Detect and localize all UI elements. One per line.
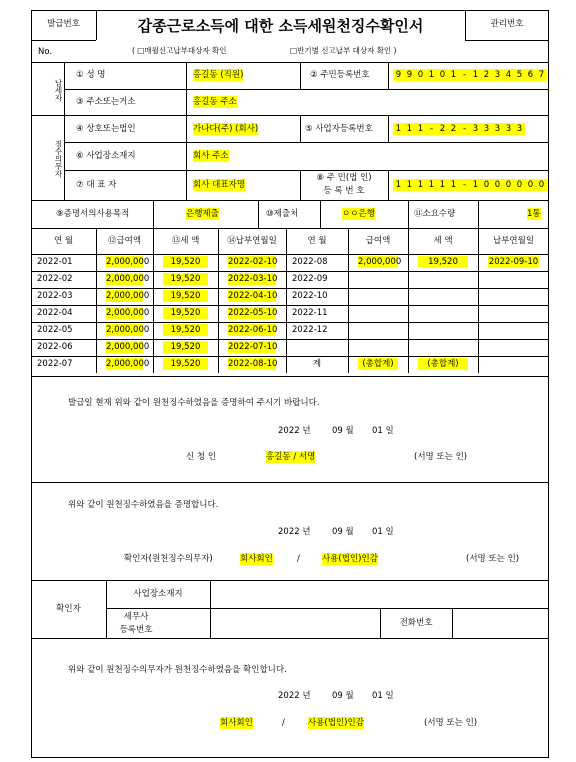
digit-cell: 3: [472, 124, 479, 134]
digit-cell: -: [429, 124, 434, 134]
confirm-label: 확인자: [56, 604, 81, 614]
digit-cell: 0: [505, 180, 512, 190]
manage-no-label: 관리번호: [490, 19, 524, 29]
digit-cell: 4: [505, 70, 512, 80]
qty-value[interactable]: 1통: [527, 209, 541, 219]
bizaddr-label: ⑥ 사업장소재지: [76, 151, 136, 161]
digit-cell: 1: [417, 180, 424, 190]
table-cell[interactable]: 2022-02-10: [228, 257, 278, 267]
taxpayer-section-label: 납세자: [54, 78, 63, 102]
digit-cell: 0: [483, 180, 490, 190]
applicant-sign-note: (서명 또는 인): [414, 452, 468, 462]
digit-cell: -: [462, 124, 467, 134]
final-text: 위와 같이 원천징수의무자가 원천징수하였음을 확인합니다.: [68, 665, 287, 675]
corpno-label-2: 등 록 번 호: [323, 186, 365, 196]
digit-cell: 3: [516, 124, 523, 134]
issue-no-label: 발급번호: [47, 19, 80, 29]
digit-cell: 1: [406, 180, 413, 190]
request-day: 01 일: [372, 426, 394, 436]
digit-cell: 9: [395, 70, 402, 80]
qty-label: ⑪소요수량: [414, 209, 456, 219]
applicant-label: 신 청 인: [186, 452, 217, 462]
digit-cell: 1: [428, 180, 435, 190]
rrn-value[interactable]: [393, 69, 547, 81]
table-header: 급여액: [365, 236, 391, 246]
digit-cell: 1: [395, 180, 402, 190]
purpose-label: ⑨증명서의사용목적: [56, 209, 130, 219]
certify-day: 01 일: [372, 527, 394, 537]
table-cell: 2022-03: [37, 291, 73, 301]
table-cell[interactable]: 2022-08-10: [228, 359, 278, 369]
table-cell[interactable]: 2,000,000: [106, 308, 150, 318]
digit-cell: 3: [494, 70, 501, 80]
table-cell: 2022-10: [292, 291, 328, 301]
address-label: ③ 주소또는거소: [76, 97, 136, 107]
request-year: 2022 년: [278, 426, 311, 436]
table-cell[interactable]: 19,520: [163, 256, 208, 268]
final-year: 2022 년: [278, 691, 311, 701]
digit-cell: 1: [450, 70, 457, 80]
table-cell[interactable]: 2022-03-10: [228, 274, 278, 284]
digit-cell: 2: [439, 124, 446, 134]
table-header: ⑬세 액: [171, 236, 200, 246]
final-sign-note: (서명 또는 인): [424, 718, 478, 728]
digit-cell: 0: [439, 70, 446, 80]
digit-cell: 1: [472, 70, 479, 80]
digit-cell: 5: [516, 70, 523, 80]
digit-cell: 6: [527, 70, 534, 80]
submit-label: ⑩제출처: [266, 209, 299, 219]
digit-cell: 2: [450, 124, 457, 134]
table-cell: 2022-08: [292, 257, 328, 267]
withholder-section-label: 징수의무자: [54, 140, 63, 178]
digit-cell: 1: [395, 124, 402, 134]
digit-cell: 1: [450, 180, 457, 190]
final-month: 09 월: [332, 691, 354, 701]
digit-cell: 7: [538, 70, 545, 80]
name-value[interactable]: 홍길동 (직원): [193, 70, 244, 80]
table-cell: 2022-06: [37, 342, 73, 352]
digit-cell: 3: [505, 124, 512, 134]
table-cell[interactable]: 2022-06-10: [228, 325, 278, 335]
digit-cell: 0: [516, 180, 523, 190]
bizaddr-value[interactable]: 회사 주소: [193, 151, 229, 161]
table-header: 납부연월일: [492, 236, 535, 246]
digit-cell: 3: [483, 124, 490, 134]
digit-cell: 1: [439, 180, 446, 190]
digit-cell: 9: [406, 70, 413, 80]
digit-cell: 1: [417, 124, 424, 134]
applicant-value[interactable]: 홍길동 / 서명: [266, 452, 316, 462]
table-cell: 2022-01: [37, 257, 73, 267]
rrn-label: ② 주민등록번호: [310, 70, 370, 80]
final-value-2[interactable]: 사용(법인)인감: [308, 718, 364, 728]
request-month: 09 월: [332, 426, 354, 436]
digit-cell: 0: [538, 180, 545, 190]
table-cell[interactable]: 19,520: [418, 256, 468, 268]
corpno-value[interactable]: [393, 179, 547, 191]
table-header: ⑭납부연월일: [227, 236, 277, 246]
digit-cell: 2: [483, 70, 490, 80]
rep-label: ⑦ 대 표 자: [76, 180, 117, 190]
table-header: 연 월: [53, 236, 74, 246]
confirmer-sign-note: (서명 또는 인): [466, 554, 520, 564]
corpno-label: ⑧ 주 민(법 인): [316, 173, 372, 183]
table-header: 세 액: [433, 236, 453, 246]
no-label: No.: [38, 47, 53, 57]
table-cell[interactable]: 2022-05-10: [228, 308, 278, 318]
submit-value[interactable]: ㅇㅇ은행: [342, 209, 375, 219]
final-slash: /: [282, 718, 285, 728]
request-text: 발급일 현재 위와 같이 원천징수하였음을 증명하여 주시기 바랍니다.: [68, 398, 320, 408]
table-cell: 2022-04: [37, 308, 73, 318]
table-header: 연 월: [307, 236, 327, 246]
digit-cell: -: [462, 180, 467, 190]
digit-cell: 0: [417, 70, 424, 80]
table-cell[interactable]: 19,520: [163, 341, 208, 353]
table-cell[interactable]: 19,520: [163, 307, 208, 319]
table-cell[interactable]: 2,000,000: [106, 274, 150, 284]
table-cell[interactable]: 2,000,000: [106, 325, 150, 335]
table-cell[interactable]: 2,000,000: [106, 291, 150, 301]
confirm-taxno-label: 세무사: [123, 612, 149, 622]
address-value[interactable]: 홍길동 주소: [193, 97, 237, 107]
digit-cell: 1: [428, 70, 435, 80]
table-cell: 2022-05: [37, 325, 73, 335]
confirm-taxno-label-2: 등록번호: [119, 625, 153, 635]
page-title: 갑종근로소득에 대한 소득세원천징수확인서: [137, 17, 424, 35]
certify-year: 2022 년: [278, 527, 311, 537]
certify-month: 09 월: [332, 527, 354, 537]
final-value-1[interactable]: 회사회인: [220, 718, 253, 728]
certify-text: 위와 같이 원천징수하였음을 증명합니다.: [68, 500, 219, 510]
table-cell[interactable]: 2,000,000: [106, 257, 150, 267]
confirmer-value-2[interactable]: 사용(법인)인감: [322, 554, 378, 564]
confirmer-value-1[interactable]: 회사회인: [240, 554, 273, 564]
digit-cell: -: [462, 70, 467, 80]
table-cell[interactable]: 2,000,000: [106, 342, 150, 352]
digit-cell: 0: [527, 180, 534, 190]
monthly-filer-check[interactable]: ( □매월신고납부대상자 확인: [132, 46, 227, 55]
table-cell: 2022-09: [292, 274, 328, 284]
table-cell[interactable]: 19,520: [163, 273, 208, 285]
digit-cell: 1: [406, 124, 413, 134]
table-cell: 2022-12: [292, 325, 328, 335]
bizno-label: ⑤ 사업자등록번호: [305, 124, 373, 134]
table-cell: 2022-11: [292, 308, 328, 318]
confirm-phone-label: 전화번호: [399, 618, 433, 628]
table-cell[interactable]: 2022-07-10: [228, 342, 278, 352]
company-label: ④ 상호또는법인: [76, 124, 136, 134]
table-cell[interactable]: (총합계): [418, 358, 468, 370]
table-cell[interactable]: (총합계): [358, 358, 398, 370]
table-cell[interactable]: 2,000,000: [358, 257, 402, 267]
purpose-value[interactable]: 은행제출: [186, 209, 219, 219]
table-cell: 2022-02: [37, 274, 73, 284]
final-day: 01 일: [372, 691, 394, 701]
table-cell: 2022-07: [37, 359, 73, 369]
table-cell[interactable]: 2022-04-10: [228, 291, 278, 301]
digit-cell: 0: [494, 180, 501, 190]
name-label: ① 성 명: [76, 70, 106, 80]
table-cell: 계: [312, 359, 322, 369]
semiannual-filer-check[interactable]: □반기별 신고납부 대상자 확인 ): [290, 46, 397, 55]
table-cell[interactable]: 2022-09-10: [488, 257, 539, 267]
digit-cell: 3: [494, 124, 501, 134]
company-value[interactable]: 가나다(주) (회사): [193, 124, 259, 134]
confirm-bizaddr-label: 사업장소재지: [133, 589, 183, 599]
table-cell[interactable]: 19,520: [163, 324, 208, 336]
bizno-value[interactable]: [393, 123, 525, 135]
confirmer-label: 확인자(원천징수의무자): [124, 554, 213, 564]
table-cell[interactable]: 2,000,000: [106, 359, 150, 369]
rep-value[interactable]: 회사 대표자명: [193, 180, 245, 190]
confirmer-slash: /: [297, 554, 300, 564]
table-cell[interactable]: 19,520: [163, 290, 208, 302]
table-header: ⑫급여액: [107, 236, 142, 246]
table-cell[interactable]: 19,520: [163, 358, 208, 370]
digit-cell: 1: [472, 180, 479, 190]
